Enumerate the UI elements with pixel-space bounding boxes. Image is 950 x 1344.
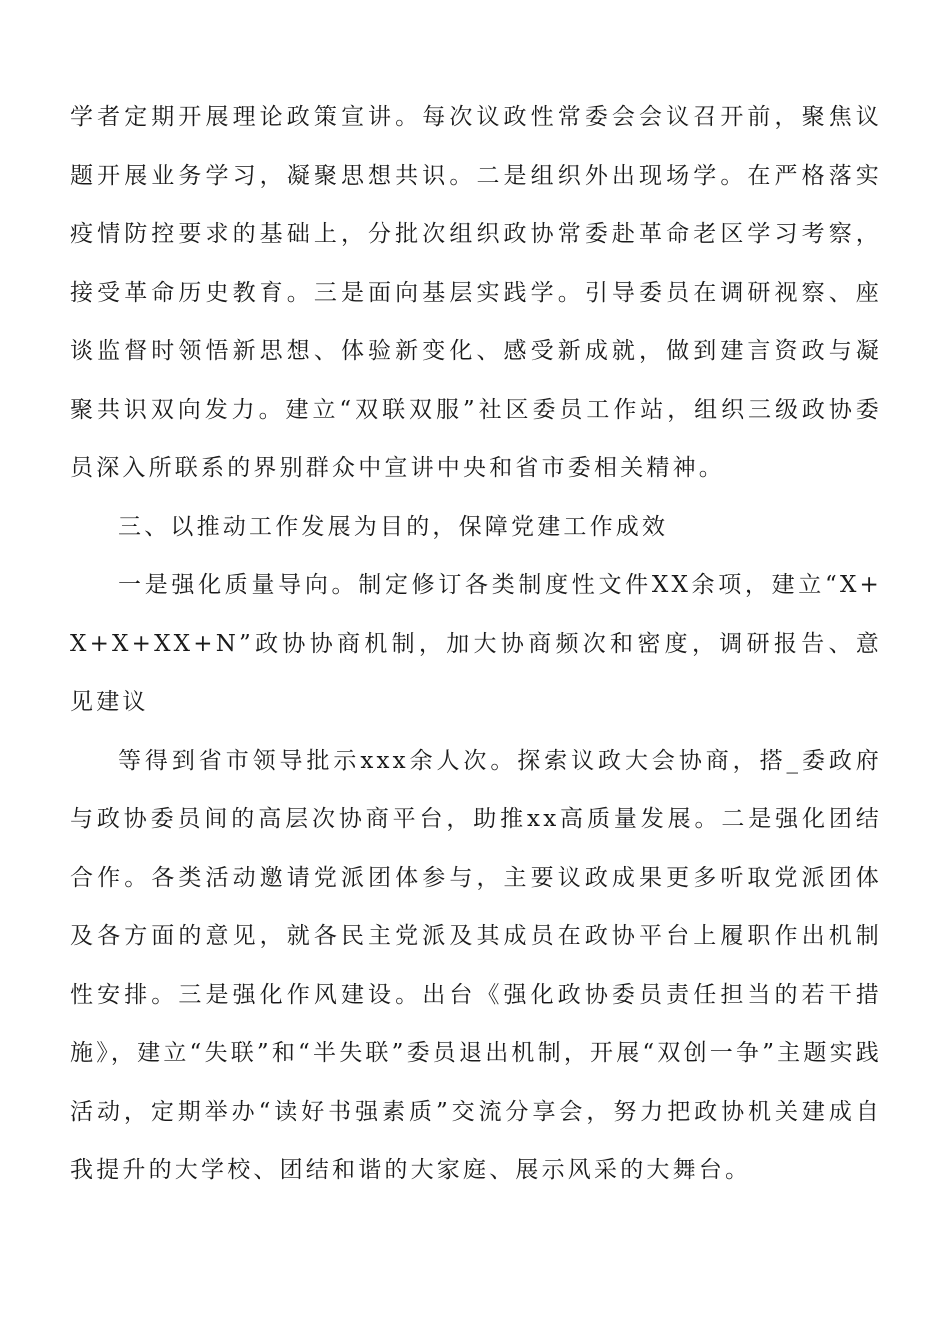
document-page [70, 88, 882, 1200]
body-paragraph-3: 等得到省市领导批示xxx余人次。探索议政大会协商，搭_委政府与政协委员间的高层次协商平台，助推xx高质量发展。二是强化团结合作。各类活动邀请党派团体参与，主要议政成果更多听取党派团体及各方面的意见，就各民主党派及其成员在政协平台上履职作出机制性安排。三是强化作风建设。出台《强化政协委员责任担当的若干措施》，建立“失联”和“半失联”委员退出机制，开展“双创一争”主题实践活动，定期举办“读好书强素质”交流分享会，努力把政协机关建成自我提升的大学校、团结和谐的大家庭、展示风采的大舞台。 [70, 747, 882, 1183]
body-paragraph-2: 一是强化质量导向。制定修订各类制度性文件XX余项，建立“X+X+X+XX+N”政协协商机制，加大协商频次和密度，调研报告、意见建议 [70, 572, 882, 715]
body-paragraph-1: 学者定期开展理论政策宣讲。每次议政性常委会会议召开前，聚焦议题开展业务学习，凝聚思想共识。二是组织外出现场学。在严格落实疫情防控要求的基础上，分批次组织政协常委赴革命老区学习考察，接受革命历史教育。三是面向基层实践学。引导委员在调研视察、座谈监督时领悟新思想、体验新变化、感受新成就，做到建言资政与凝聚共识双向发力。建立“双联双服”社区委员工作站，组织三级政协委员深入所联系的界别群众中宣讲中央和省市委相关精神。 [70, 104, 882, 481]
section-heading: 三、以推动工作发展为目的，保障党建工作成效 [118, 513, 669, 540]
